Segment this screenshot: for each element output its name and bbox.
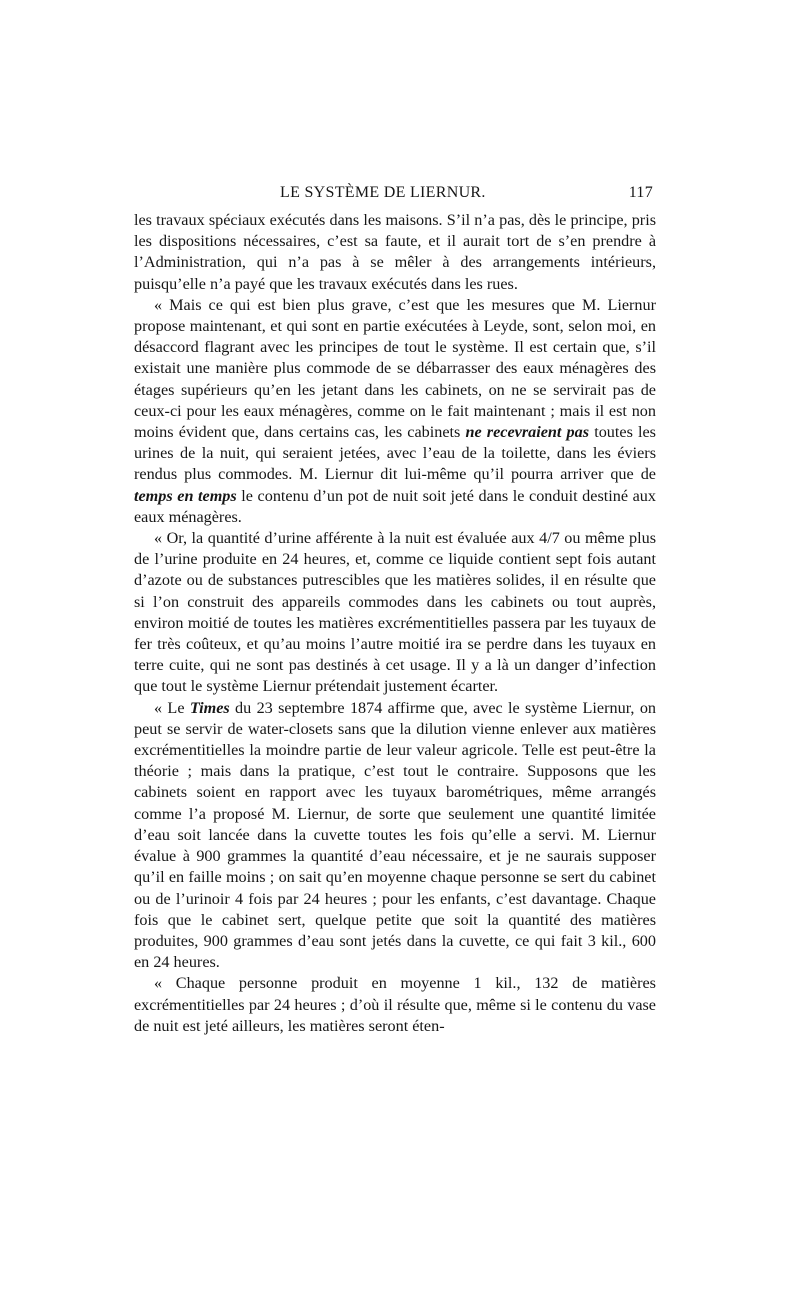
paragraph-text: « Le xyxy=(154,698,190,717)
paragraph-5 xyxy=(134,973,656,1037)
paragraph-3 xyxy=(134,528,656,698)
paragraph-text: « Or, la quantité d’urine afférente à la nuit est évaluée aux 4/7 ou même plus de l’urine produite en 24 heures, et, comme ce liquide contient sept fois autant d’azote ou de substances putrescibles que les matières solides, il en résulte que si l’on construit des appareils commodes dans les cabinets ou tout auprès, environ moitié de toutes les matières excrémentitielles passera par les tuyaux de fer très coûteux, et qu’au moins l’autre moitié ira se perdre dans les tuyaux en terre cuite, qui ne sont pas destinés à cet usage. Il y a là un danger d’infection que tout le système Liernur prétendait justement écarter. xyxy=(134,529,656,696)
paragraph-text: « Chaque personne produit en moyenne 1 kil., 132 de matières excrémentitielles par 24 heures ; d’où il résulte que, même si le contenu du vase de nuit est jeté ailleurs, les matières seront éten- xyxy=(134,974,656,1035)
paragraph-1 xyxy=(134,210,656,295)
italic-phrase: ne recevraient pas xyxy=(465,423,590,442)
paragraph-text: du 23 septembre 1874 affirme que, avec le système Liernur, on peut se servir de water-closets sans que la dilution vienne enlever aux matières excrémentitielles la moindre partie de leur valeur agricole. Telle est peut-être la théorie ; mais dans la pratique, c’est tout le contraire. Supposons que les cabinets soient en rapport avec les tuyaux barométriques, même arrangés comme l’a proposé M. Liernur, de sorte que seulement une quantité limitée d’eau soit lancée dans la cuvette toutes les fois qu’elle a servi. M. Liernur évalue à 900 grammes la quantité d’eau nécessaire, et je ne saurais supposer qu’il en faille moins ; on sait qu’en moyenne chaque personne se sert du cabinet ou de l’urinoir 4 fois par 24 heures ; pour les enfants, c’est davantage. Chaque fois que le cabinet sert, quelque petite que soit la quantité des matières produites, 900 grammes d’eau sont jetés dans la cuvette, ce qui fait 3 kil., 600 en 24 heures. xyxy=(134,698,657,972)
book-page xyxy=(134,180,656,1037)
paragraph-text: toutes les urines de la nuit, qui seraient jetées, avec l’eau de la toilette, dans les éviers rendus plus commodes. M. Liernur dit lui-même qu’il pourra arriver que de xyxy=(134,423,656,484)
paragraph-text: le contenu d’un pot de nuit soit jeté dans le conduit destiné aux eaux ménagères. xyxy=(134,486,656,526)
page-number: 117 xyxy=(628,184,653,201)
paragraph-4 xyxy=(134,698,656,974)
page-header xyxy=(134,180,656,210)
italic-phrase: Times xyxy=(189,698,230,717)
paragraph-2 xyxy=(134,295,656,528)
paragraph-text: « Mais ce qui est bien plus grave, c’est que les mesures que M. Liernur propose maintenant, et qui sont en partie exécutées à Leyde, sont, selon moi, en désaccord flagrant avec les principes de tout le système. Il est certain que, s’il existait une manière plus commode de se débarrasser des eaux ménagères des étages supérieurs qu’en les jetant dans les cabinets, on ne se servirait pas de ceux-ci pour les eaux ménagères, comme on le fait maintenant ; mais il est non moins évident que, dans certains cas, les cabinets xyxy=(134,295,656,442)
italic-phrase: temps en temps xyxy=(134,486,237,505)
body-text xyxy=(134,210,656,1037)
running-title: LE SYSTÈME DE LIERNUR. xyxy=(280,184,486,201)
paragraph-text: les travaux spéciaux exécutés dans les maisons. S’il n’a pas, dès le principe, pris les dispositions nécessaires, c’est sa faute, et il aurait tort de s’en prendre à l’Administration, qui n’a pas à se mêler à des arrangements intérieurs, puisqu’elle n’a payé que les travaux exécutés dans les rues. xyxy=(134,211,656,293)
